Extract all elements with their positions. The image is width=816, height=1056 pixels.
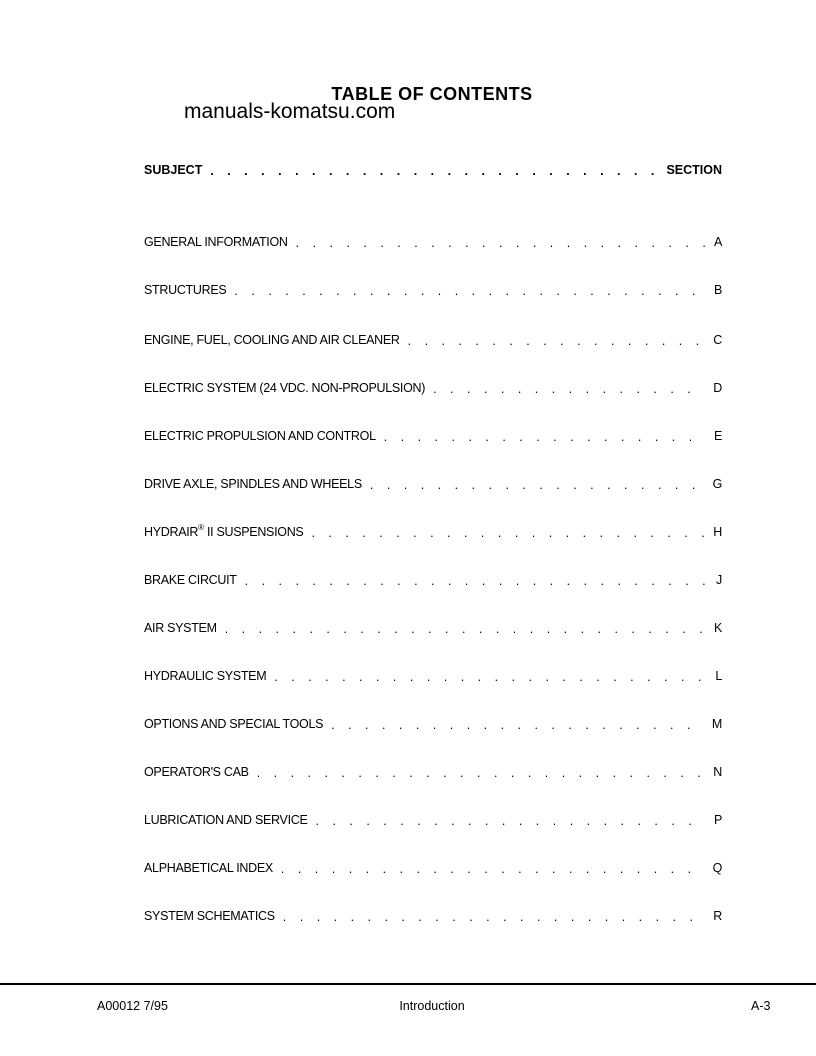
dot-leader — [283, 911, 705, 924]
dot-leader — [225, 623, 706, 636]
toc-entry-label — [144, 525, 303, 539]
toc-entry-section: B — [713, 283, 722, 297]
subject-header: SUBJECT — [144, 163, 203, 177]
dot-leader — [210, 165, 658, 178]
toc-entry-label: DRIVE AXLE, SPINDLES AND WHEELS — [144, 477, 362, 491]
toc-entry-label: ELECTRIC SYSTEM (24 VDC. NON-PROPULSION) — [144, 381, 426, 395]
toc-entry-section: M — [711, 717, 722, 731]
toc-entry-label: ENGINE, FUEL, COOLING AND AIR CLEANER — [144, 333, 400, 347]
dot-leader — [296, 237, 706, 250]
dot-leader — [245, 575, 706, 588]
toc-entry-section: D — [713, 381, 722, 395]
toc-entry-general-information — [144, 233, 722, 249]
dot-leader — [331, 719, 704, 732]
toc-entry-label: OPTIONS AND SPECIAL TOOLS — [144, 717, 324, 731]
toc-entry-section: P — [713, 813, 722, 827]
toc-entry-section: R — [713, 909, 722, 923]
toc-entry-label: STRUCTURES — [144, 283, 227, 297]
toc-entry-section: J — [716, 573, 722, 587]
footer-page-number: A-3 — [751, 999, 771, 1013]
toc-entry-engine — [144, 331, 722, 347]
toc-entry-operators-cab — [144, 763, 722, 779]
toc-entry-hydrair-suspensions — [144, 523, 722, 539]
dot-leader — [384, 431, 706, 444]
dot-leader — [433, 383, 705, 396]
toc-entry-options-tools — [144, 715, 722, 731]
toc-entry-air-system — [144, 619, 722, 635]
toc-entry-lubrication — [144, 811, 722, 827]
toc-entry-section: G — [712, 477, 722, 491]
toc-header — [144, 161, 722, 177]
toc-entry-label: LUBRICATION AND SERVICE — [144, 813, 308, 827]
dot-leader — [370, 479, 705, 492]
dot-leader — [408, 335, 706, 348]
toc-entry-label: BRAKE CIRCUIT — [144, 573, 237, 587]
registered-mark: ® — [198, 523, 204, 532]
toc-entry-section: A — [713, 235, 722, 249]
toc-entry-drive-axle — [144, 475, 722, 491]
footer-divider — [0, 983, 816, 985]
toc-entry-section: K — [713, 621, 722, 635]
toc-entry-brake-circuit — [144, 571, 722, 587]
dot-leader — [281, 863, 705, 876]
toc-entry-section: E — [713, 429, 722, 443]
toc-entry-structures — [144, 281, 722, 297]
toc-entry-section: C — [713, 333, 722, 347]
footer-doc-code: A00012 7/95 — [97, 999, 168, 1013]
dot-leader — [316, 815, 706, 828]
toc-entry-label: GENERAL INFORMATION — [144, 235, 288, 249]
toc-entry-label: AIR SYSTEM — [144, 621, 217, 635]
toc-entry-label: HYDRAULIC SYSTEM — [144, 669, 267, 683]
toc-entry-alphabetical-index — [144, 859, 722, 875]
toc-entry-hydraulic-system — [144, 667, 722, 683]
toc-entry-electric-system — [144, 379, 722, 395]
toc-entry-section: H — [713, 525, 722, 539]
toc-entry-section: L — [715, 669, 722, 683]
dot-leader — [274, 671, 706, 684]
toc-entry-label: ELECTRIC PROPULSION AND CONTROL — [144, 429, 376, 443]
dot-leader — [311, 527, 705, 540]
dot-leader — [257, 767, 706, 780]
page-title: TABLE OF CONTENTS — [331, 84, 533, 104]
toc-entry-label: OPERATOR'S CAB — [144, 765, 249, 779]
watermark-text: manuals-komatsu.com — [184, 100, 396, 123]
toc-entry-label-rest: II SUSPENSIONS — [203, 525, 304, 539]
toc-entry-system-schematics — [144, 907, 722, 923]
toc-entry-label: SYSTEM SCHEMATICS — [144, 909, 275, 923]
toc-entry-section: Q — [712, 861, 722, 875]
dot-leader — [234, 285, 706, 298]
footer-chapter: Introduction — [399, 999, 465, 1013]
toc-entry-label: ALPHABETICAL INDEX — [144, 861, 273, 875]
toc-entry-label-main: HYDRAIR — [144, 525, 199, 539]
section-header: SECTION — [666, 163, 722, 177]
toc-entry-section: N — [713, 765, 722, 779]
toc-entry-electric-propulsion — [144, 427, 722, 443]
